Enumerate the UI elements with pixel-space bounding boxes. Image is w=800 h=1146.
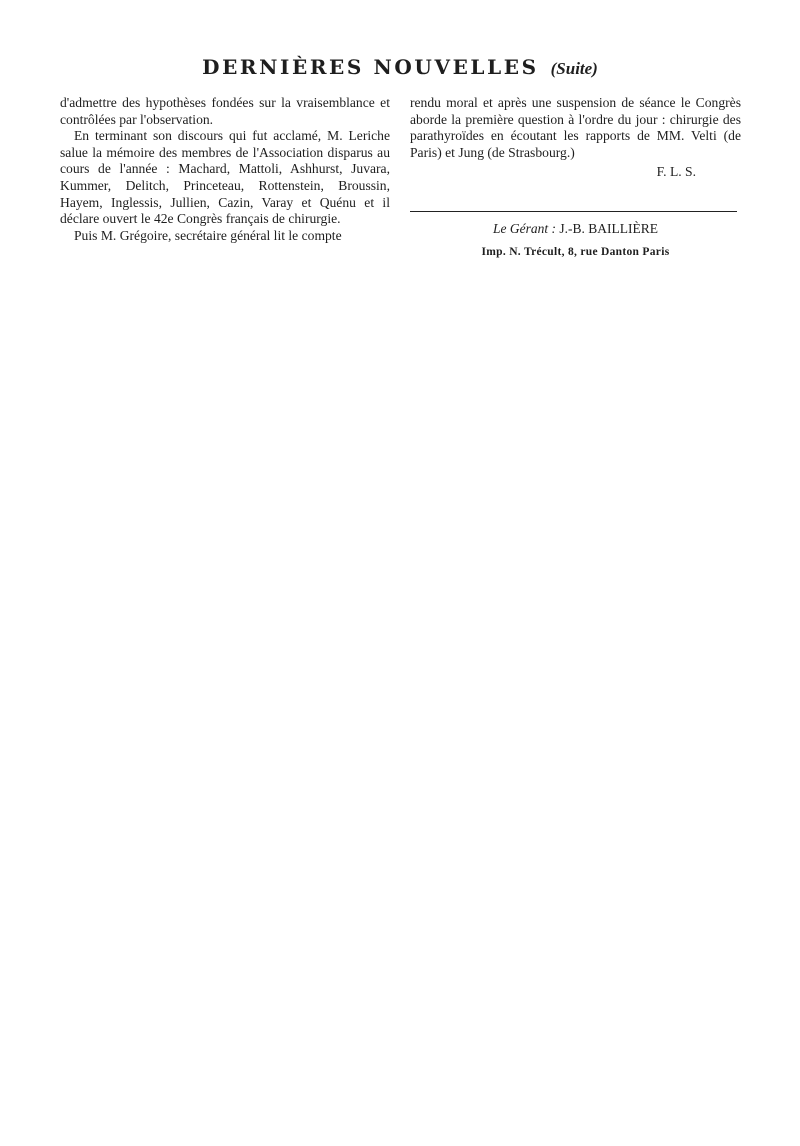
left-paragraph-2: En terminant son discours qui fut acclamé, M. Leriche salue la mémoire des membres de l'Association disparus au cours de l'année : Machard, Mattoli, Ashhurst, Juvara, Kummer, Delitch, Princeteau, Rottenstein, Broussin, Hayem, Inglessis, Jullien, Cazin, Varay et Quénu et il déclare ouvert le 42e Congrès français de chirurgie. bbox=[60, 128, 390, 227]
author-signature: F. L. S. bbox=[656, 164, 696, 180]
gerant-label: Le Gérant : bbox=[493, 221, 556, 236]
separator-rule bbox=[410, 211, 737, 212]
right-column bbox=[410, 95, 741, 181]
left-paragraph-1: d'admettre des hypothèses fondées sur la vraisemblance et contrôlées par l'observation. bbox=[60, 95, 390, 127]
printer-imprint: Imp. N. Trécult, 8, rue Danton Paris bbox=[481, 246, 670, 258]
page-title-suite: (Suite) bbox=[550, 59, 598, 78]
right-paragraph-1: rendu moral et après une suspension de séance le Congrès aborde la première question à l'ordre du jour : chirurgie des parathyroïdes en écoutant les rapports de MM. Velti (de Paris) et Jung (de Strasbourg.) bbox=[410, 95, 741, 160]
page-title: DERNIÈRES NOUVELLES bbox=[202, 55, 539, 79]
gerant-line bbox=[410, 221, 741, 237]
page-heading bbox=[0, 55, 800, 79]
left-paragraph-3: Puis M. Grégoire, secrétaire général lit le compte bbox=[74, 227, 342, 243]
left-column bbox=[60, 95, 390, 244]
gerant-name: J.-B. BAILLIÈRE bbox=[559, 221, 658, 236]
